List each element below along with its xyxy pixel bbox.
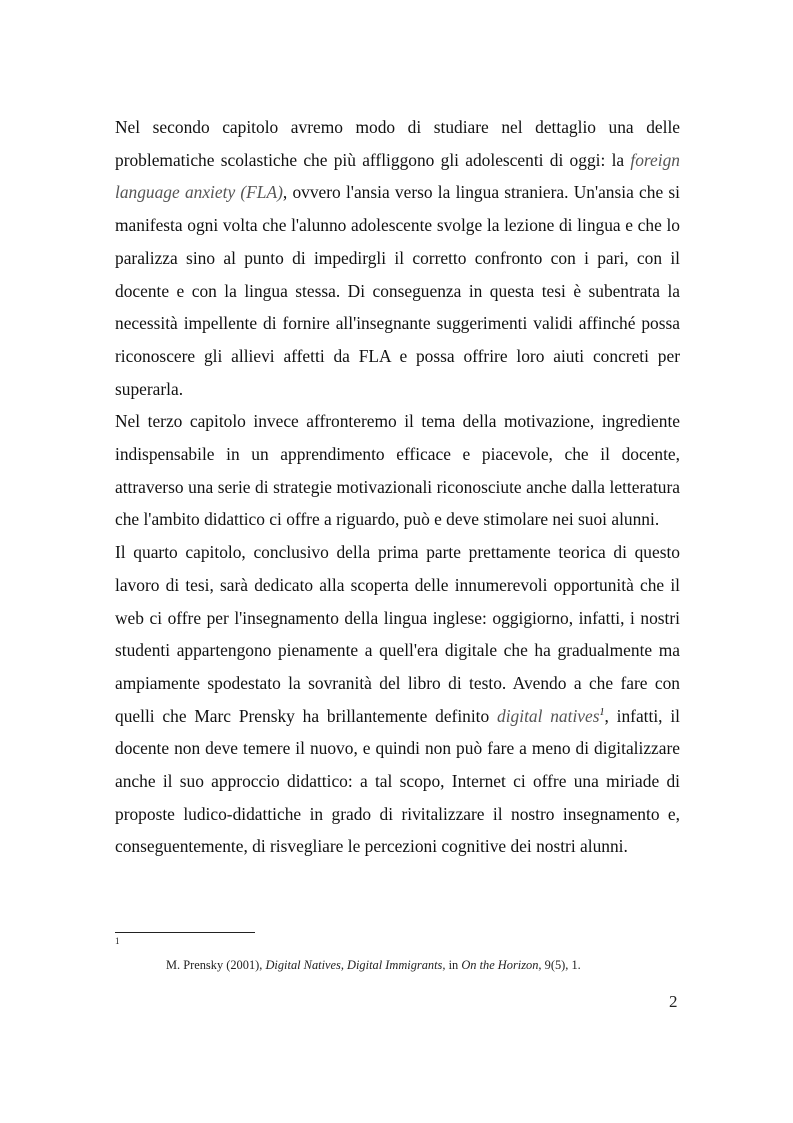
footnote-author: M. Prensky (2001), <box>166 958 266 972</box>
footnote-reference[interactable]: 1 <box>599 706 605 718</box>
paragraph-1-text-end: , ovvero l'ansia verso la lingua straniera. Un'ansia che si manifesta ogni volta che l'alunno adolescente svolge la lezione di lingua e che lo paralizza sino al punto di impedirgli il corretto confronto con i pari, con il docente e con la lingua stessa. Di conseguenza in questa tesi è subentrata la necessità impellente di fornire all'insegnante suggerimenti validi affinché possa riconoscere gli allievi affetti da FLA e possa offrire loro aiuti concreti per superarla. <box>115 182 680 399</box>
footnote-in: in <box>445 958 462 972</box>
body-text <box>115 111 680 863</box>
digital-natives-term: digital natives <box>497 705 600 726</box>
footnote-text <box>166 957 686 973</box>
paragraph-3-text-end: , infatti, il docente non deve temere il nuovo, e quindi non può fare a meno di digitalizzare anche il suo approccio didattico: a tal scopo, Internet ci offre una miriade di proposte ludico-didattiche in grado di rivitalizzare il nostro insegnamento e, conseguentemente, di risvegliare le percezioni cognitive dei nostri alunni. <box>115 705 680 857</box>
paragraph-2: Nel terzo capitolo invece affronteremo il tema della motivazione, ingrediente indispensabile in un apprendimento efficace e piacevole, che il docente, attraverso una serie di strategie motivazionali riconosciute anche dalla letteratura che l'ambito didattico ci offre a riguardo, può e deve stimolare nei suoi alunni. <box>115 411 680 530</box>
footnote-details: 9(5), 1. <box>541 958 581 972</box>
paragraph-1 <box>115 111 680 405</box>
footnote-title: Digital Natives, Digital Immigrants, <box>265 958 446 972</box>
footnote-journal: On the Horizon, <box>461 958 542 972</box>
paragraph-3 <box>115 536 680 863</box>
footnote-number: 1 <box>115 936 120 946</box>
page-number: 2 <box>669 992 678 1011</box>
paragraph-3-text-start: Il quarto capitolo, conclusivo della prima parte prettamente teorica di questo lavoro di tesi, sarà dedicato alla scoperta delle innumerevoli opportunità che il web ci offre per l'insegnamento della lingua inglese: oggigiorno, infatti, i nostri studenti appartengono pienamente a quell'era digitale che ha gradualmente ma ampiamente spodestato la sovranità del libro di testo. Avendo a che fare con quelli che Marc Prensky ha brillantemente definito <box>115 542 680 726</box>
fla-term: foreign language anxiety (FLA) <box>115 149 680 203</box>
footnote-separator <box>115 932 255 933</box>
paragraph-1-text-start: Nel secondo capitolo avremo modo di studiare nel dettaglio una delle problematiche scolastiche che più affliggono gli adolescenti di oggi: la <box>115 117 680 170</box>
